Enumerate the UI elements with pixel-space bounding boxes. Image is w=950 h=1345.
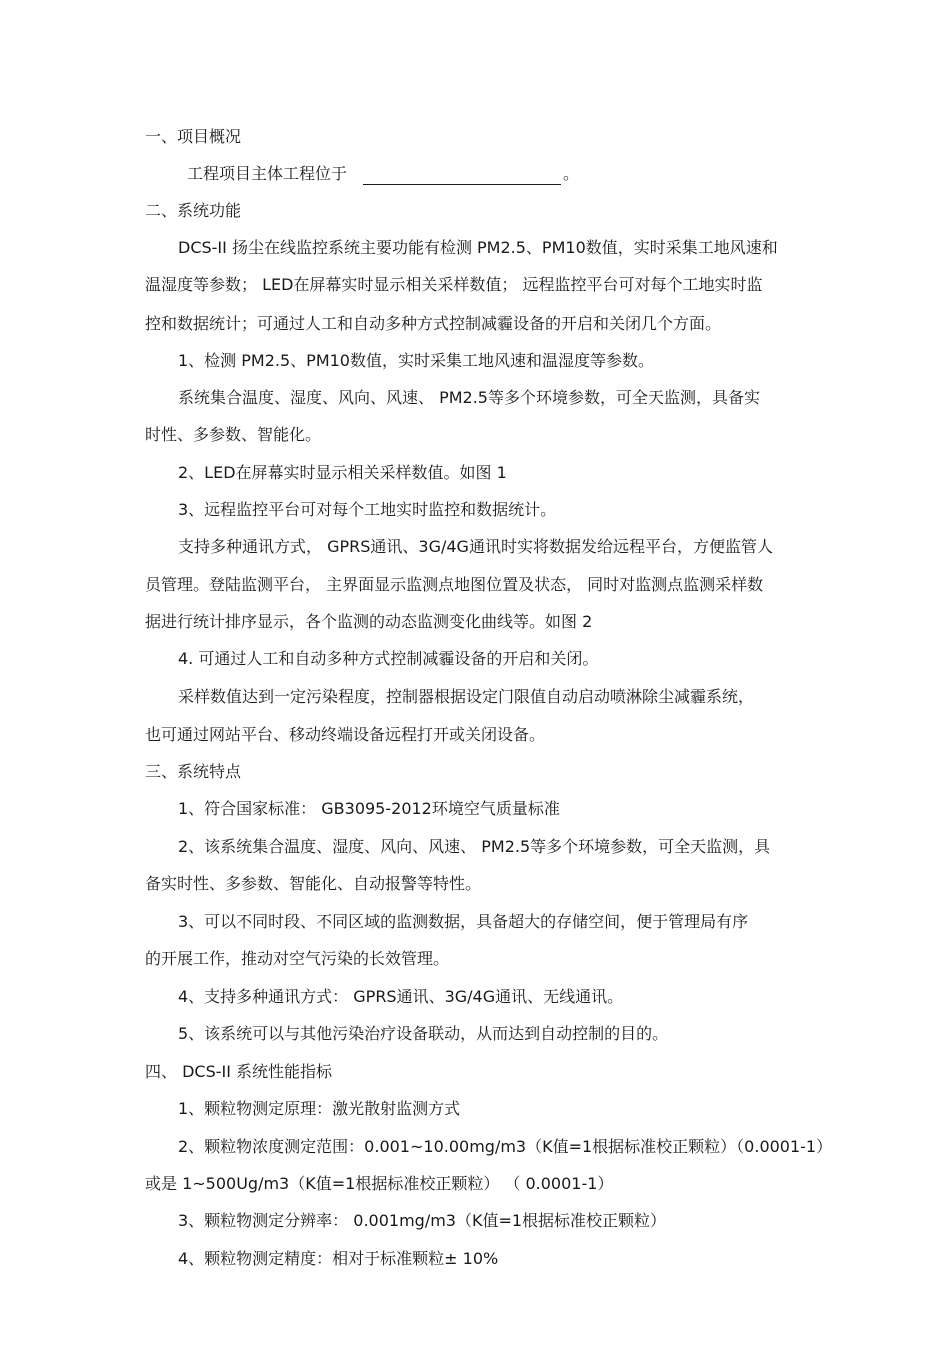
paragraph-line: 2、该系统集合温度、湿度、风向、风速、 PM2.5等多个环境参数，可全天监测，具 — [178, 837, 771, 856]
paragraph-line: 温湿度等参数； LED在屏幕实时显示相关采样数值； 远程监控平台可对每个工地实时监 — [145, 275, 763, 294]
paragraph-line: 支持多种通讯方式， GPRS通讯、3G/4G通讯时实将数据发给远程平台，方便监管人 — [178, 537, 773, 556]
paragraph-line: 备实时性、多参数、智能化、自动报警等特性。 — [145, 874, 482, 893]
paragraph-line: 系统集合温度、湿度、风向、风速、 PM2.5等多个环境参数，可全天监测，具备实 — [178, 388, 760, 407]
paragraph-line: 2、LED在屏幕实时显示相关采样数值。如图 1 — [178, 463, 507, 482]
paragraph-line: 采样数值达到一定污染程度，控制器根据设定门限值自动启动喷淋除尘减霾系统， — [178, 687, 755, 706]
paragraph-line: DCS-II 扬尘在线监控系统主要功能有检测 PM2.5、PM10数值，实时采集工地风速和 — [178, 238, 778, 257]
paragraph-line: 控和数据统计；可通过人工和自动多种方式控制减霾设备的开启和关闭几个方面。 — [145, 314, 722, 333]
paragraph-line: 5、该系统可以与其他污染治疗设备联动，从而达到自动控制的目的。 — [178, 1024, 669, 1043]
paragraph-line: 3、可以不同时段、不同区域的监测数据，具备超大的存储空间，便于管理局有序 — [178, 912, 749, 931]
paragraph-line: 2、颗粒物浓度测定范围：0.001~10.00mg/m3（K值=1根据标准校正颗粒）（0.0001-1） — [178, 1137, 833, 1156]
paragraph-line: 1、符合国家标准： GB3095-2012环境空气质量标准 — [178, 799, 560, 818]
paragraph-line: 4、颗粒物测定精度：相对于标准颗粒± 10% — [178, 1249, 499, 1268]
paragraph-line: 4、支持多种通讯方式： GPRS通讯、3G/4G通讯、无线通讯。 — [178, 987, 624, 1006]
paragraph-line: 1、颗粒物测定原理：激光散射监测方式 — [178, 1099, 461, 1118]
paragraph-line: 员管理。登陆监测平台， 主界面显示监测点地图位置及状态， 同时对监测点监测采样数 — [145, 575, 764, 594]
location-blank-field — [363, 168, 561, 185]
paragraph-line: 4. 可通过人工和自动多种方式控制减霾设备的开启和关闭。 — [178, 649, 599, 668]
paragraph-line: 时性、多参数、智能化。 — [145, 425, 322, 444]
section-heading-performance-specs: 四、 DCS-II 系统性能指标 — [145, 1062, 333, 1081]
section-heading-project-overview: 一、项目概况 — [145, 127, 242, 146]
section-heading-system-features: 三、系统特点 — [145, 762, 242, 781]
paragraph-line: 3、颗粒物测定分辨率： 0.001mg/m3（K值=1根据标准校正颗粒） — [178, 1211, 667, 1230]
paragraph-line: 据进行统计排序显示，各个监测的动态监测变化曲线等。如图 2 — [145, 612, 593, 631]
location-period: 。 — [563, 164, 580, 183]
paragraph-line: 1、检测 PM2.5、PM10数值，实时采集工地风速和温湿度等参数。 — [178, 351, 654, 370]
paragraph-line: 或是 1~500Ug/m3（K值=1根据标准校正颗粒） （ 0.0001-1） — [145, 1174, 614, 1193]
paragraph-line: 也可通过网站平台、移动终端设备远程打开或关闭设备。 — [145, 725, 546, 744]
paragraph-line: 的开展工作，推动对空气污染的长效管理。 — [145, 949, 450, 968]
section-heading-system-functions: 二、系统功能 — [145, 201, 242, 220]
project-location-label: 工程项目主体工程位于 — [187, 164, 348, 183]
paragraph-line: 3、远程监控平台可对每个工地实时监控和数据统计。 — [178, 500, 557, 519]
project-location-line — [187, 163, 579, 185]
